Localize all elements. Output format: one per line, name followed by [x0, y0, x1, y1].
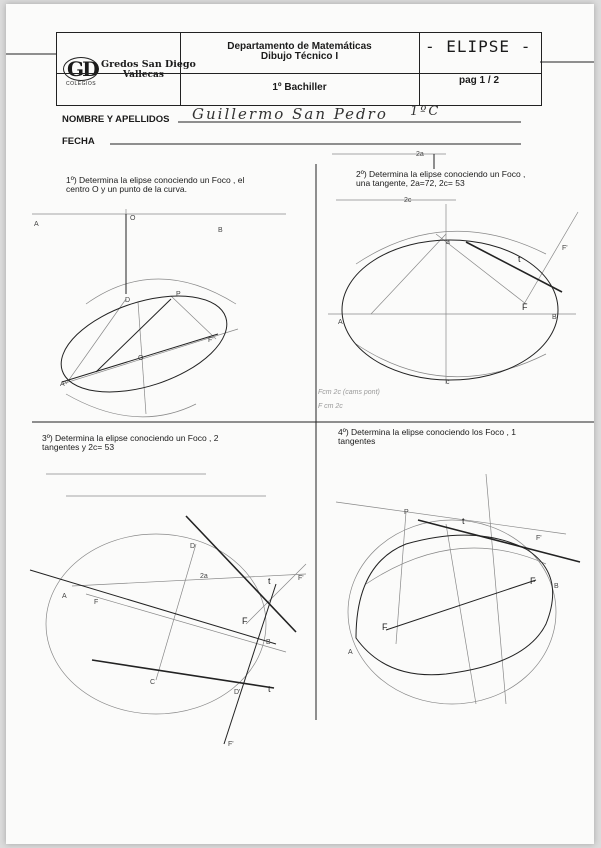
group-value: 1ºC — [410, 104, 441, 119]
ex3-label-t1: t — [268, 576, 271, 586]
ex1-label-a: A — [34, 221, 39, 228]
ex2-label-f1: F' — [562, 245, 568, 252]
exercise-1-drawing — [32, 209, 286, 417]
topic-handwritten: - ELIPSE - — [425, 37, 532, 56]
ex2-label-a: a — [446, 239, 450, 246]
ex3-label-a: A — [62, 593, 67, 600]
exercise-2-prompt: 2º) Determina la elipse conociendo un Foco , una tangente, 2a=72, 2c= 53 — [356, 169, 526, 188]
ex2-label-2c: 2c — [404, 197, 412, 204]
ex4-label-t: t — [462, 516, 465, 526]
ex3-label-b: B — [266, 639, 271, 646]
ex1-label-o: O — [130, 215, 136, 222]
ex4-label-f1: F' — [536, 535, 542, 542]
ex2-label-a2: A — [338, 319, 343, 326]
ex1-label-a2: A' — [60, 381, 67, 388]
ex4-label-f3: F — [382, 622, 388, 632]
construction-drawings — [6, 4, 594, 844]
ex1-label-d: D — [125, 297, 131, 304]
ex2-label-c: c — [446, 379, 450, 386]
ex3-label-f4: F' — [298, 575, 304, 582]
exercise-1-prompt: 1º) Determina la elipse conociendo un Foco , el centro O y un punto de la curva. — [66, 175, 245, 194]
ex3-label-d: D — [190, 543, 196, 550]
ex2-note-2: F cm 2c — [318, 403, 343, 410]
ex2-label-t: t — [518, 254, 521, 264]
name-value: Guillermo San Pedro — [192, 105, 388, 123]
ex3-label-f1: F — [94, 599, 99, 606]
ex3-label-d2: D' — [234, 689, 241, 696]
ex1-label-f1: F' — [208, 337, 214, 344]
exercise-2-drawing — [318, 151, 578, 410]
ex2-label-f: F — [522, 302, 528, 312]
ex1-label-p: P — [176, 291, 181, 298]
ex1-label-o2: O — [138, 355, 144, 362]
ex3-label-f2: F — [242, 616, 248, 626]
worksheet-page — [6, 4, 594, 844]
school-name: Gredos San Diego — [101, 59, 196, 70]
school-city: Vallecas — [123, 70, 164, 80]
department-title: Departamento de Matemáticas — [227, 41, 372, 52]
date-label: FECHA — [62, 136, 95, 147]
page-number: pag 1 / 2 — [459, 75, 500, 86]
name-label: NOMBRE Y APELLIDOS — [62, 114, 170, 125]
ex4-label-b: B — [554, 583, 559, 590]
ex2-label-2a: 2a — [416, 151, 424, 158]
ex3-label-2a: 2a — [200, 573, 208, 580]
ex3-label-c: C — [150, 679, 156, 686]
subject-title: Dibujo Técnico I — [260, 51, 339, 62]
ex2-note-1: Fcm 2c (cams pont) — [318, 389, 380, 396]
school-sub: COLEGIOS — [66, 81, 97, 87]
ex3-label-t2: t — [268, 684, 271, 694]
exercise-3-drawing — [30, 474, 306, 748]
ex4-label-p: P — [404, 509, 409, 516]
ex1-label-b: B — [218, 227, 223, 234]
course-title: 1º Bachiller — [272, 82, 327, 93]
exercise-4-drawing — [336, 474, 580, 704]
logo-initials: GD — [67, 57, 98, 81]
ex4-label-f2: F — [530, 576, 536, 586]
exercise-3-prompt: 3º) Determina la elipse conociendo un Foco , 2 tangentes y 2c= 53 — [42, 433, 219, 452]
ex4-label-a: A — [348, 649, 353, 656]
exercise-4-prompt: 4º) Determina la elipse conociendo los Foco , 1 tangentes — [338, 427, 516, 446]
ex3-label-f3: F' — [228, 741, 234, 748]
ex2-label-b: B — [552, 314, 557, 321]
